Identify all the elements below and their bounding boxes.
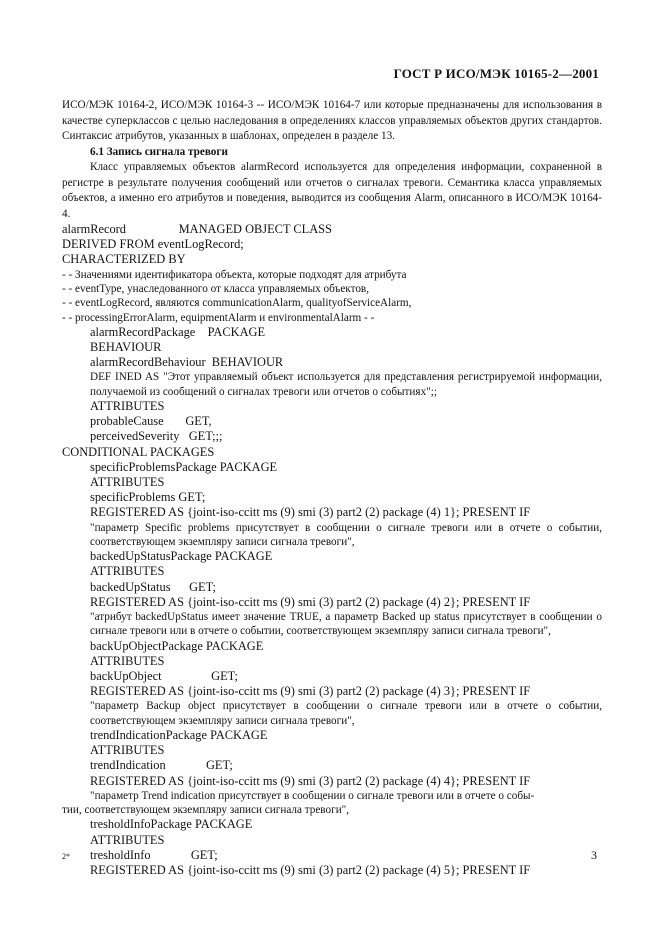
definition-line: alarmRecord MANAGED OBJECT CLASS bbox=[62, 222, 332, 236]
definition-line: backedUpStatusPackage PACKAGE bbox=[90, 549, 273, 564]
definition-line: - - eventType, унаследованного от класса управляемых объектов, bbox=[62, 282, 369, 295]
definition-line: DERIVED FROM eventLogRecord; bbox=[62, 237, 244, 252]
definition-line: ATTRIBUTES bbox=[90, 743, 165, 758]
section-heading: 6.1 Запись сигнала тревоги bbox=[90, 145, 228, 158]
section-paragraph: Класс управляемых объектов alarmRecord используется для определения информации, сохраненной в регистре в результате получения сообщений или отчетов о сигналах тревоги. Семантика класса управляемых объектов, а именно его атрибутов и поведения, выводится из сообщения Alarm, описанного в ИСО/МЭК 10164-4. bbox=[62, 161, 602, 220]
definition-line: ATTRIBUTES bbox=[90, 653, 165, 668]
definition-line: - - Значениями идентификатора объекта, которые подходят для атрибута bbox=[62, 268, 407, 281]
definition-line: REGISTERED AS {joint-iso-ccitt ms (9) smi (3) part2 (2) package (4) 2}; PRESENT IF bbox=[90, 594, 531, 609]
definition-line: perceivedSeverity GET;;; bbox=[90, 429, 223, 444]
definition-line: REGISTERED AS {joint-iso-ccitt ms (9) smi (3) part2 (2) package (4) 3}; PRESENT IF bbox=[90, 684, 531, 699]
definition-line: specificProblems GET; bbox=[90, 490, 206, 505]
definition-line: backUpObjectPackage PACKAGE bbox=[90, 638, 264, 653]
definition-line: backedUpStatus GET; bbox=[90, 579, 216, 594]
definition-line: backUpObject GET; bbox=[90, 669, 238, 684]
definition-line: probableCause GET, bbox=[90, 414, 212, 429]
definition-line: "параметр Trend indication присутствует в сообщении о сигнале тревоги или в отчете о собы- bbox=[90, 789, 535, 802]
definition-line: "атрибут backedUpStatus имеет значение TRUE, а параметр Backed up status присутствует в сообщении о сигнале тревоги или в отчете о событии, соответствующем экземпляру записи сигнала тревоги", bbox=[90, 611, 602, 638]
definition-line: ATTRIBUTES bbox=[90, 475, 165, 490]
footer-mark: 2* bbox=[62, 852, 70, 861]
definition-line: - - processingErrorAlarm, equipmentAlarm и environmentalAlarm - - bbox=[62, 311, 375, 324]
definition-line: тии, соответствующем экземпляру записи сигнала тревоги", bbox=[62, 804, 350, 817]
definition-line: specificProblemsPackage PACKAGE bbox=[90, 459, 278, 474]
definition-line: tresholdInfo GET; bbox=[90, 847, 218, 862]
definition-line: ATTRIBUTES bbox=[90, 399, 165, 413]
definition-line: CHARACTERIZED BY bbox=[62, 252, 186, 267]
document-body bbox=[62, 98, 602, 878]
definition-line: DEF INED AS "Этот управляемый объект используется для представления регистрируемой информации, получаемой из сообщений о сигналах тревоги или отчетов о событиях";; bbox=[90, 371, 602, 398]
definition-line: tresholdInfoPackage PACKAGE bbox=[90, 817, 253, 832]
definition-line: trendIndication GET; bbox=[90, 758, 233, 773]
page-header-title: ГОСТ Р ИСО/МЭК 10165-2—2001 bbox=[393, 66, 599, 81]
definition-line: "параметр Specific problems присутствует в сообщении о сигнале тревоги или в отчете о событии, соответствующем экземпляру записи сигнала тревоги", bbox=[90, 521, 602, 548]
definition-line: "параметр Backup object присутствует в сообщении о сигнале тревоги или в отчете о событии, соответствующем экземпляру записи сигнала тревоги", bbox=[90, 700, 602, 727]
definition-line: trendIndicationPackage PACKAGE bbox=[90, 728, 268, 743]
definition-line: alarmRecordBehaviour BEHAVIOUR bbox=[90, 355, 284, 370]
definition-line: ATTRIBUTES bbox=[90, 564, 165, 579]
asn1-definition-block bbox=[62, 222, 602, 878]
definition-line: CONDITIONAL PACKAGES bbox=[62, 444, 215, 459]
definition-line: - - eventLogRecord, являются communicationAlarm, qualityofServiceAlarm, bbox=[62, 297, 412, 310]
definition-line: REGISTERED AS {joint-iso-ccitt ms (9) smi (3) part2 (2) package (4) 5}; PRESENT IF bbox=[90, 863, 531, 878]
definition-line: REGISTERED AS {joint-iso-ccitt ms (9) smi (3) part2 (2) package (4) 1}; PRESENT IF bbox=[90, 505, 531, 520]
definition-line: ATTRIBUTES bbox=[90, 832, 165, 847]
definition-line: REGISTERED AS {joint-iso-ccitt ms (9) smi (3) part2 (2) package (4) 4}; PRESENT IF bbox=[90, 773, 531, 788]
definition-line: BEHAVIOUR bbox=[90, 340, 162, 354]
intro-paragraph: ИСО/МЭК 10164-2, ИСО/МЭК 10164-3 -- ИСО/МЭК 10164-7 или которые предназначены для использования в качестве суперклассов с целью наследования в определениях классов управляемых объектов других стандартов. Синтаксис атрибутов, указанных в шаблонах, определен в разделе 13. bbox=[62, 99, 602, 142]
page-number: 3 bbox=[591, 848, 597, 862]
definition-line: alarmRecordPackage PACKAGE bbox=[90, 324, 266, 339]
